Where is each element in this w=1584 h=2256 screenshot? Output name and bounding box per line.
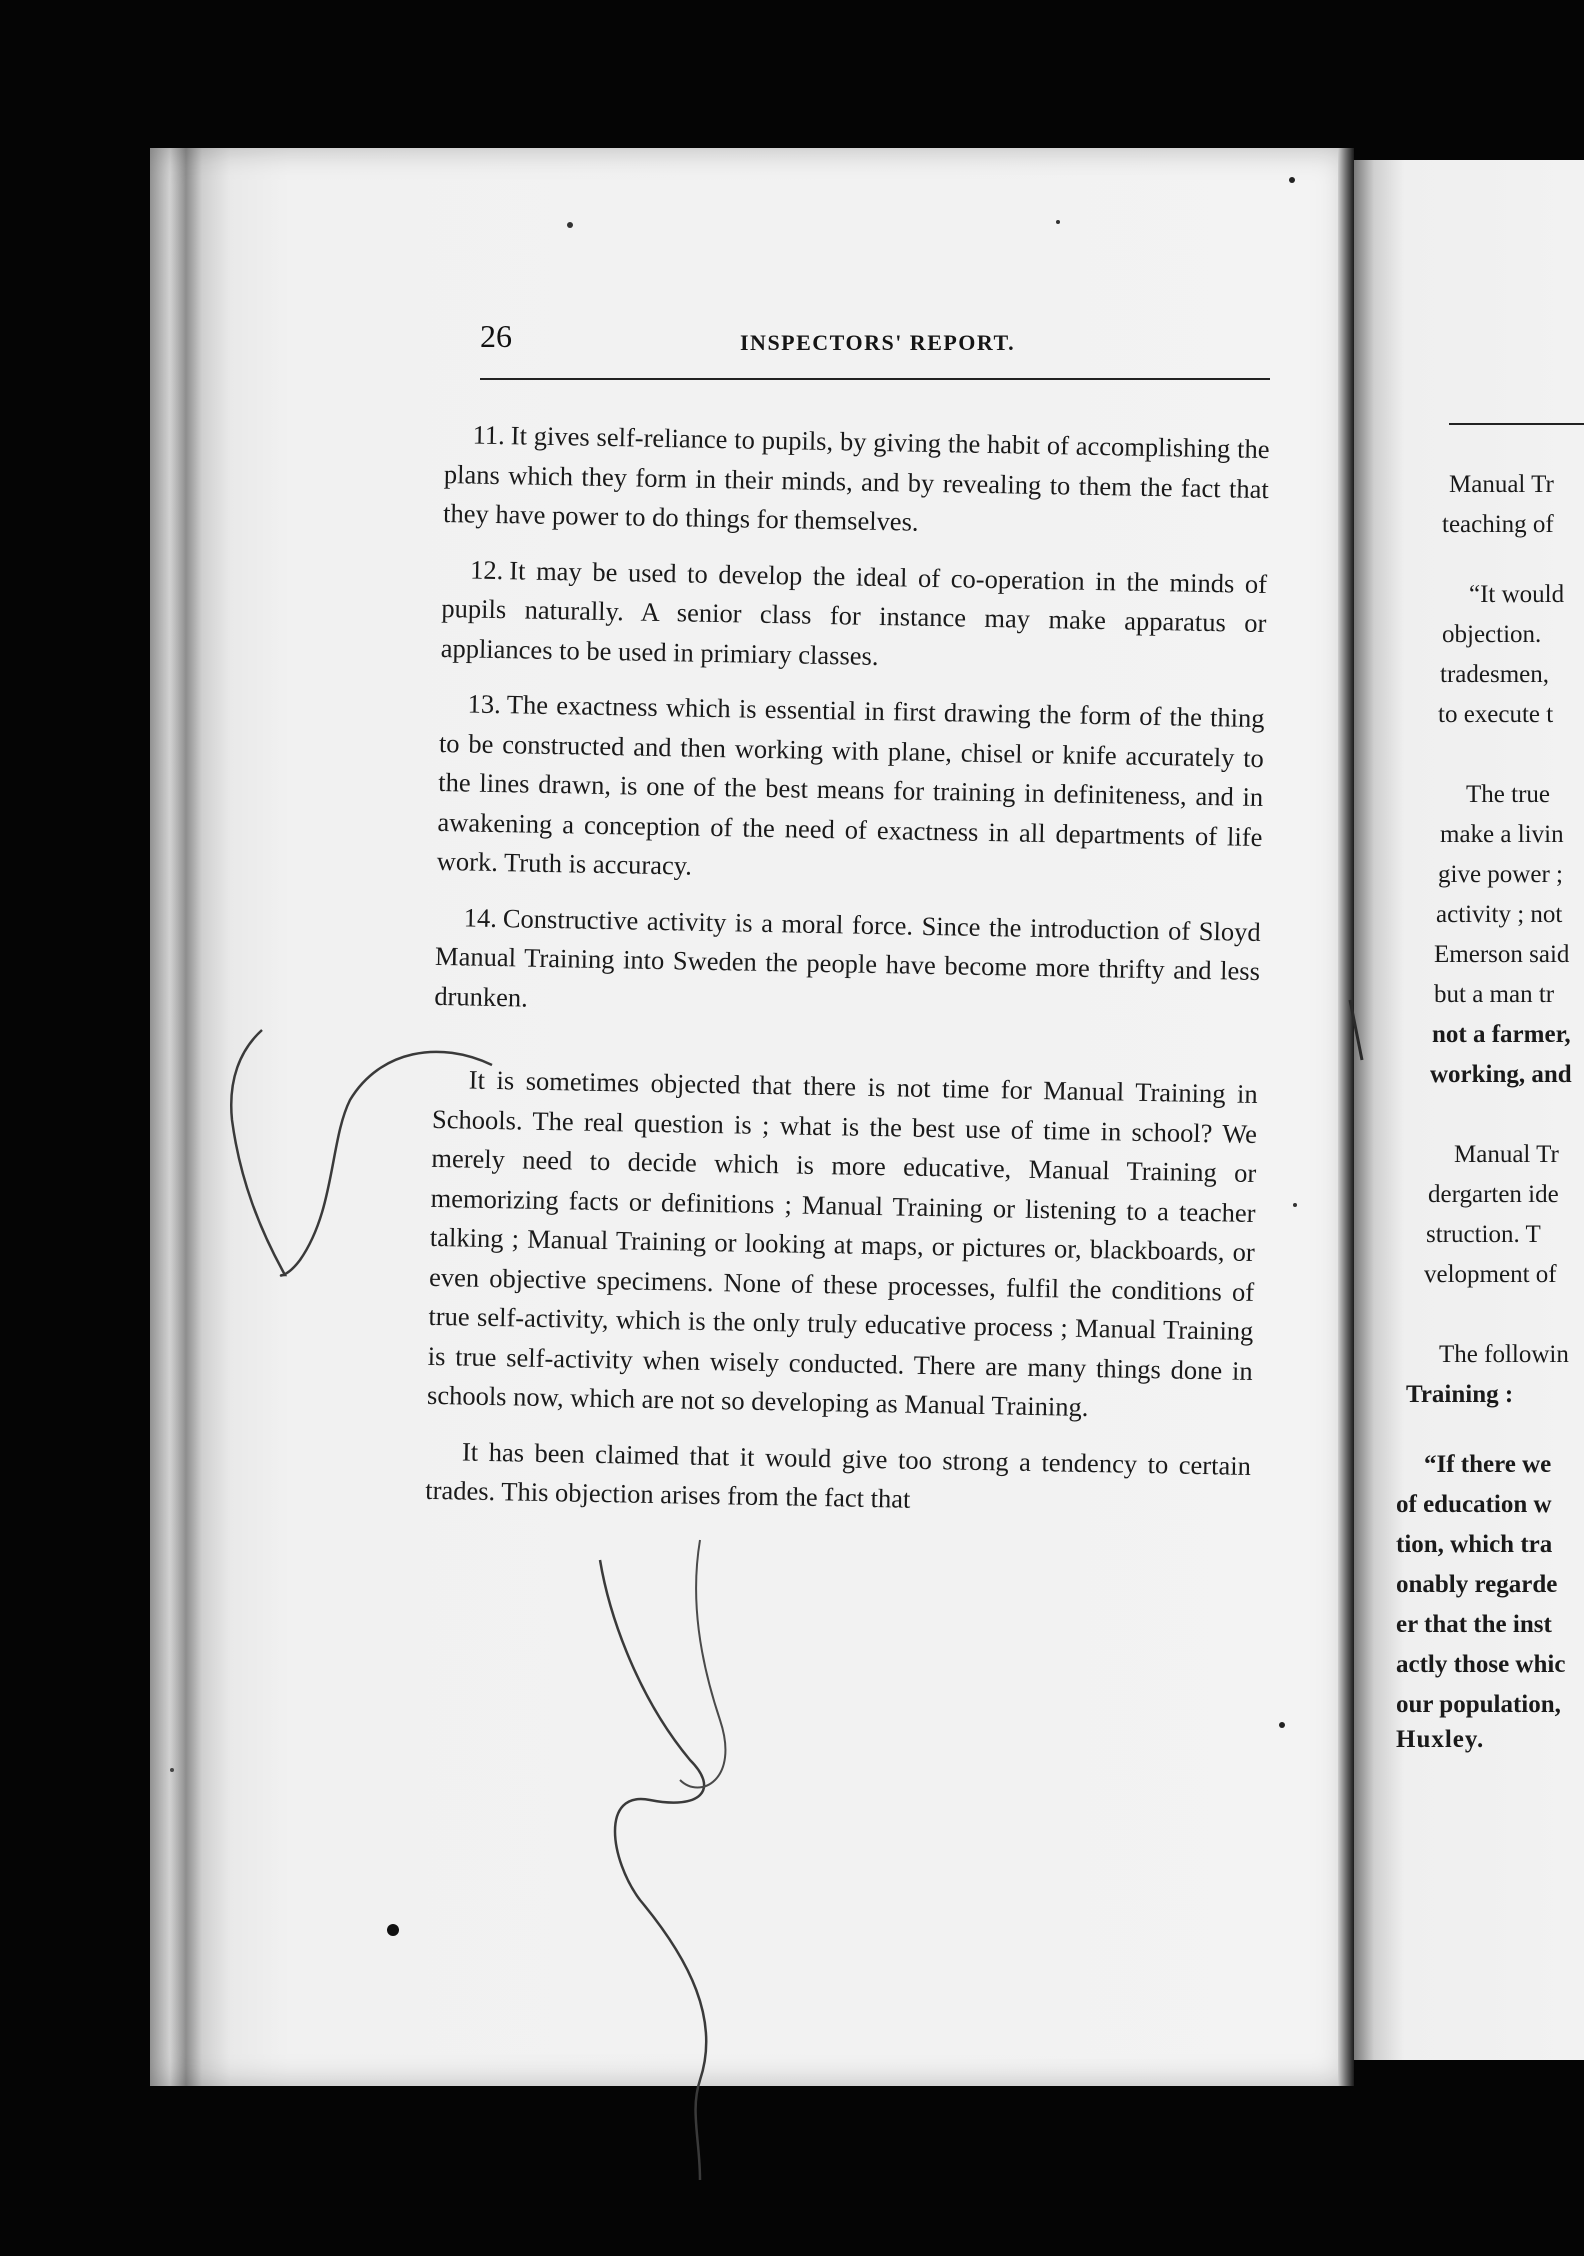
facing-line: objection. [1442, 621, 1542, 648]
facing-line: struction. T [1426, 1221, 1541, 1248]
item-number: 11. [472, 419, 506, 451]
facing-line: but a man tr [1434, 981, 1555, 1008]
page-number: 26 [480, 318, 512, 354]
item-number: 12. [469, 553, 504, 585]
facing-line: of education w [1396, 1491, 1552, 1518]
paragraph-time-objection: It is sometimes objected that there is not time for Manual Training in Schools. The real question is ; what is the best use of time in school? We merely need to decide which is more educative, Manual Training or memorizing facts or definitions ; Manual Training or listening to a teacher talking ; Manual Training or looking at maps, or pictures or, blackboards, or even objective specimens. None of these processes, fulfil the conditions of true self-activity, which is the only truly educative process ; Manual Training is true self-activity when wisely conducted. There are many things done in schools now, which are not so developing as Manual Training. [426, 1064, 1258, 1422]
facing-line: Manual Tr [1454, 1141, 1559, 1168]
facing-line: to execute t [1438, 701, 1554, 728]
numbered-item-12 [440, 549, 1267, 683]
facing-line: The true [1466, 781, 1550, 808]
item-text: The exactness which is essential in first drawing the form of the thing to be constructed and then working with plane, chisel or knife accurately to the lines drawn, is one of the best means for training in definiteness, and in awakening a conception of the need of exactness in all departments of life work. Truth is accuracy. [436, 689, 1265, 881]
facing-line: make a livin [1440, 821, 1564, 848]
numbered-item-11 [443, 415, 1270, 549]
facing-line: give power ; [1438, 861, 1563, 888]
item-text: It may be used to develop the ideal of co-operation in the minds of pupils naturally. A senior class for instance may make apparatus or appliances to be used in primiary classes. [440, 554, 1268, 671]
facing-line: The followin [1439, 1341, 1569, 1368]
header-rule [480, 378, 1270, 380]
running-head [480, 318, 1340, 378]
paragraph-trades-objection: It has been claimed that it would give too strong a tendency to certain trades. This objection arises from the fact that [425, 1435, 1252, 1514]
facing-line: actly those whic [1396, 1651, 1566, 1678]
facing-line: activity ; not [1436, 901, 1563, 928]
numbered-item-14 [434, 897, 1261, 1031]
facing-page [1354, 160, 1584, 2060]
facing-line: onably regarde [1396, 1571, 1558, 1598]
facing-line: teaching of [1442, 511, 1554, 538]
facing-line: Training : [1406, 1381, 1514, 1408]
facing-line: Huxley. [1396, 1726, 1485, 1753]
item-text: It gives self-reliance to pupils, by giving the habit of accomplishing the plans which they form in their minds, and by revealing to them the fact that they have power to do things for themselves. [442, 420, 1270, 537]
facing-line: velopment of [1424, 1261, 1557, 1288]
facing-line: our population, [1396, 1691, 1561, 1718]
numbered-item-13 [436, 684, 1264, 897]
item-text: Constructive activity is a moral force. Since the introduction of Sloyd Manual Training into Sweden the people have become more thrifty and less drunken. [434, 902, 1261, 1013]
page-body [425, 415, 1270, 1525]
facing-line: er that the inst [1396, 1611, 1552, 1638]
facing-line: Manual Tr [1449, 471, 1554, 498]
facing-line: tion, which tra [1396, 1531, 1553, 1558]
item-number: 14. [463, 901, 498, 933]
item-number: 13. [467, 688, 502, 720]
facing-page-rule [1449, 423, 1584, 425]
book-gutter [1338, 148, 1354, 2086]
facing-line: “It would [1469, 581, 1565, 608]
facing-line: working, and [1430, 1061, 1572, 1088]
facing-line: “If there we [1424, 1451, 1552, 1478]
facing-line: not a farmer, [1432, 1021, 1571, 1048]
running-head-title: INSPECTORS' REPORT. [740, 330, 1016, 355]
facing-line: Emerson said [1434, 941, 1570, 968]
facing-line: tradesmen, [1440, 661, 1549, 688]
facing-line: dergarten ide [1428, 1181, 1559, 1208]
